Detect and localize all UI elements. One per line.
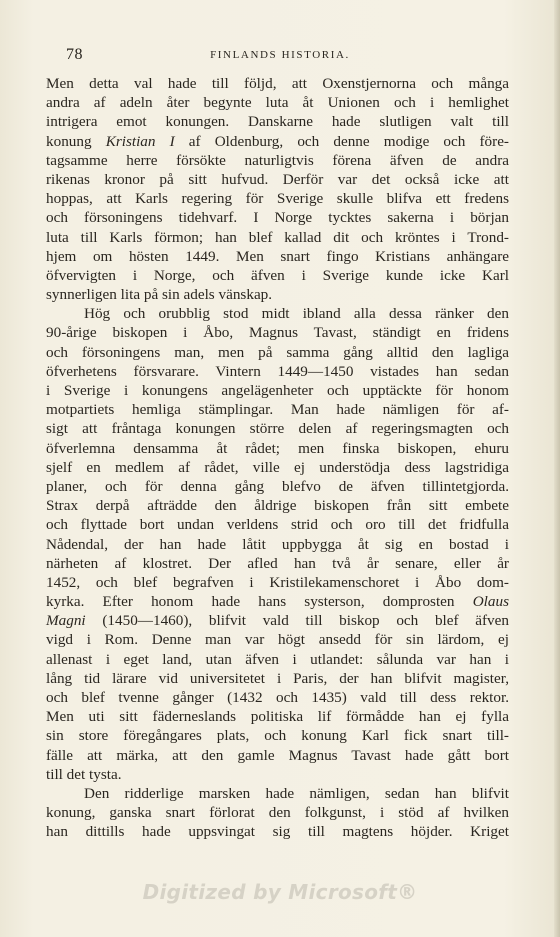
text-line: fälle att märka, att den gamle Magnus Tavast hade gått bort — [46, 746, 509, 764]
text-line: konung, ganska snart förlorat den folkgunst, i stöd af hvilken — [46, 804, 509, 822]
text-line: rikenas kronor på sitt hufvud. Derför var det också icke att — [46, 170, 509, 188]
page-number: 78 — [66, 46, 83, 63]
text-line: Strax derpå afträdde den åldrige biskopen från sitt embete — [46, 497, 509, 515]
text-line: sigt att fråntaga konungen större delen af regeringsmagten och — [46, 420, 509, 438]
text-line: öfvervigten i Norge, och äfven i Sverige kunde icke Karl — [46, 266, 509, 284]
text-line: hjem om hösten 1449. Men snart fingo Kristians anhängare — [46, 247, 509, 265]
text-line: vigd i Rom. Denne man var högt ansedd för sin lärdom, ej — [46, 631, 509, 649]
text-line: Den ridderlige marsken hade nämligen, sedan han blifvit — [84, 784, 509, 802]
text-line: i Sverige i konungens angelägenheter och upptäckte för honom — [46, 382, 509, 399]
text-line: öfverlemna densamma åt rådet; men finska biskopen, ehuru — [46, 439, 509, 457]
text-line: till det tysta. — [46, 765, 122, 783]
running-head: FINLANDS HISTORIA. — [210, 49, 350, 61]
text-line: öfverhetens försvarare. Vintern 1449—1450 vistades han sedan — [46, 362, 509, 380]
text-line: han dittills hade uppsvingat sig till magtens höjder. Kriget — [46, 823, 509, 841]
page-header — [46, 46, 514, 66]
text-line: hoppas, att Karls regering för Sverige skulle blifva ett fredens — [46, 190, 509, 208]
text-line: 1452, och blef begrafven i Kristilekamenschoret i Åbo dom- — [46, 573, 509, 591]
paragraph-2 — [46, 304, 509, 784]
text-line: luta till Karls förmon; han blef kallad dit och kröntes i Trond- — [46, 228, 509, 246]
text-line: 90-årige biskopen i Åbo, Magnus Tavast, ständigt en fridens — [46, 324, 509, 342]
text-line: kyrka. Efter honom hade hans systerson, domprosten Olaus — [46, 593, 509, 611]
text-line: Men uti sitt fäderneslands politiska lif förmådde han ej fylla — [46, 708, 509, 726]
body-text — [46, 74, 509, 842]
page-edge — [554, 0, 560, 937]
text-line: tagsamme herre försökte naturligtvis förena äfven de andra — [46, 151, 509, 169]
italic-name: Magni — [46, 612, 86, 630]
text-line: synnerligen lita på sin adels vänskap. — [46, 286, 273, 304]
italic-name: Kristian I — [105, 132, 175, 150]
text-line: sjelf en medlem af rådet, ville ej understödja dess lagstridiga — [46, 458, 509, 476]
text-line: Magni (1450—1460), blifvit vald till biskop och blef äfven — [46, 612, 509, 630]
text-line: lång tid lärare vid universitetet i Paris, der han blifvit magister, — [46, 669, 509, 687]
text-line: närheten af klostret. Der afled han två år senare, eller år — [46, 554, 509, 572]
text-line: och försoningens tidehvarf. I Norge tycktes sakerna i början — [46, 209, 509, 227]
text-line: Men detta val hade till följd, att Oxenstjernorna och många — [46, 75, 509, 92]
text-line: andra af adeln åter begynte luta åt Unionen och i hemlighet — [46, 94, 509, 112]
text-line: Hög och orubblig stod midt ibland alla dessa ränker den — [84, 305, 509, 323]
paragraph-3 — [46, 784, 509, 842]
text-line: konung Kristian I af Oldenburg, och denne modige och före- — [46, 132, 509, 150]
text-line: sin store föregångares plats, och konung Karl fick snart till- — [46, 727, 509, 745]
text-line: och blef tvenne gånger (1432 och 1435) vald till dess rektor. — [46, 689, 509, 706]
text-line: och flyttade bort undan verldens strid och oro till det fridfulla — [46, 516, 509, 534]
watermark: Digitized by Microsoft® — [142, 880, 418, 904]
text-line: allenast i eget land, utan äfven i utlandet: sålunda var han i — [46, 650, 509, 668]
text-line: Nådendal, der han hade låtit uppbygga åt sig en bostad i — [46, 535, 509, 553]
text-line: planer, och för denna gång blefvo de äfven tillintetgjorda. — [46, 477, 509, 495]
paragraph-1 — [46, 74, 509, 304]
italic-name: Olaus — [472, 593, 509, 611]
text-line: och försoningens man, men på samma gång alltid den lagliga — [46, 343, 509, 361]
text-line: intrigera emot konungen. Danskarne hade slutligen valt till — [46, 113, 509, 131]
text-line: motpartiets hemliga stämplingar. Man hade nämligen för af- — [46, 401, 509, 419]
